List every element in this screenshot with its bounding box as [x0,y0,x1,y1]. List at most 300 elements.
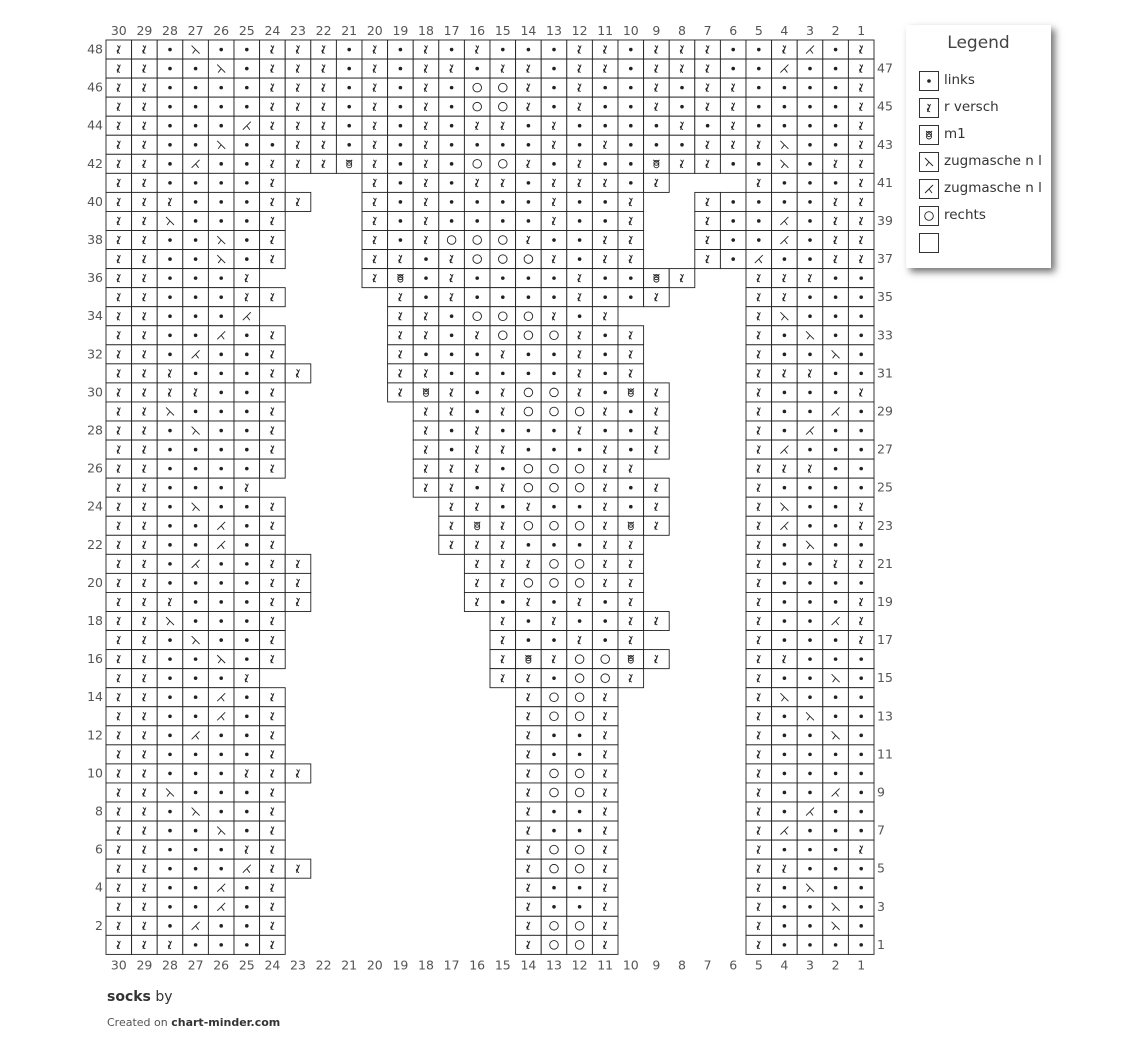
stitch-cell [516,840,542,859]
stitch-cell [106,211,132,230]
stitch-cell [183,345,209,364]
stitch-cell [260,497,286,516]
stitch-cell [797,802,823,821]
column-number: 13 [546,957,562,973]
stitch-cell [848,97,874,116]
stitch-cell [157,745,183,764]
stitch-cell [823,59,849,78]
stitch-cell [208,421,234,440]
stitch-cell [567,192,593,211]
stitch-cell [260,612,286,631]
stitch-cell [260,250,286,269]
stitch-cell [746,364,772,383]
stitch-cell [772,554,798,573]
stitch-cell [541,783,567,802]
stitch-cell [132,707,158,726]
stitch-cell [490,135,516,154]
stitch-cell [516,116,542,135]
stitch-cell [439,59,465,78]
stitch-cell [413,135,439,154]
pattern-name: socks [107,989,151,1005]
stitch-cell [516,135,542,154]
stitch-cell [823,764,849,783]
stitch-cell [234,916,260,935]
stitch-cell [157,211,183,230]
stitch-cell [592,440,618,459]
stitch-cell [157,592,183,611]
stitch-cell [746,802,772,821]
stitch-cell [106,40,132,59]
stitch-cell [208,97,234,116]
stitch-cell [592,345,618,364]
stitch-cell [592,554,618,573]
stitch-cell [234,440,260,459]
row-number: 48 [87,41,103,57]
stitch-cell [848,897,874,916]
stitch-cell [157,554,183,573]
stitch-cell [567,478,593,497]
stitch-cell [797,707,823,726]
row-number: 17 [877,632,893,648]
column-number: 15 [494,957,511,973]
stitch-cell [772,78,798,97]
stitch-cell [516,764,542,783]
stitch-cell [490,345,516,364]
stitch-cell [516,573,542,592]
stitch-cell [823,745,849,764]
stitch-cell [439,40,465,59]
stitch-cell [464,154,490,173]
stitch-cell [516,650,542,669]
stitch-cell [516,402,542,421]
stitch-cell [285,40,311,59]
stitch-cell [592,612,618,631]
stitch-cell [234,326,260,345]
stitch-cell [132,516,158,535]
row-number: 19 [877,593,893,609]
stitch-cell [464,326,490,345]
column-number: 7 [703,957,712,973]
column-number: 19 [392,957,409,973]
stitch-cell [516,59,542,78]
stitch-cell [439,440,465,459]
column-number: 30 [110,23,127,38]
stitch-cell [260,440,286,459]
stitch-cell [644,612,670,631]
stitch-cell [541,497,567,516]
stitch-cell [234,154,260,173]
stitch-cell [823,631,849,650]
stitch-cell [490,307,516,326]
stitch-cell [516,192,542,211]
column-number: 21 [341,23,358,38]
stitch-cell [618,59,644,78]
stitch-cell [260,288,286,307]
stitch-cell [720,192,746,211]
stitch-cell [464,478,490,497]
stitch-cell [848,459,874,478]
stitch-cell [746,516,772,535]
stitch-cell [823,116,849,135]
stitch-cell [106,650,132,669]
stitch-cell [464,364,490,383]
stitch-cell [157,59,183,78]
stitch-cell [541,897,567,916]
stitch-cell [285,154,311,173]
stitch-cell [541,612,567,631]
row-number: 25 [877,479,893,495]
stitch-cell [567,326,593,345]
stitch-cell [823,650,849,669]
stitch-cell [208,573,234,592]
row-number: 31 [877,365,893,381]
stitch-cell [285,192,311,211]
stitch-cell [797,364,823,383]
stitch-cell [132,135,158,154]
stitch-cell [132,97,158,116]
stitch-cell [208,478,234,497]
stitch-cell [183,592,209,611]
stitch-cell [234,631,260,650]
stitch-cell [183,211,209,230]
stitch-cell [848,135,874,154]
stitch-cell [592,135,618,154]
stitch-cell [157,192,183,211]
stitch-cell [157,497,183,516]
legend-symbol-icon [919,233,939,253]
stitch-cell [362,116,388,135]
stitch-cell [260,878,286,897]
row-number: 24 [87,498,103,514]
stitch-cell [362,231,388,250]
stitch-cell [157,154,183,173]
stitch-cell [106,707,132,726]
row-number: 7 [877,822,885,838]
stitch-cell [567,840,593,859]
stitch-cell [592,59,618,78]
stitch-cell [413,383,439,402]
stitch-cell [567,745,593,764]
stitch-cell [336,59,362,78]
stitch-cell [772,59,798,78]
stitch-cell [132,592,158,611]
stitch-cell [234,554,260,573]
stitch-cell [618,573,644,592]
stitch-cell [567,802,593,821]
stitch-cell [541,250,567,269]
row-number: 26 [87,460,103,476]
stitch-cell [183,612,209,631]
stitch-cell [132,897,158,916]
stitch-cell [260,573,286,592]
stitch-cell [464,402,490,421]
stitch-cell [490,573,516,592]
stitch-cell [234,345,260,364]
stitch-cell [516,516,542,535]
stitch-cell [106,554,132,573]
stitch-cell [797,269,823,288]
stitch-cell [772,592,798,611]
stitch-cell [464,573,490,592]
stitch-cell [746,211,772,230]
stitch-cell [183,402,209,421]
stitch-cell [183,250,209,269]
stitch-cell [362,135,388,154]
stitch-cell [362,173,388,192]
stitch-cell [234,573,260,592]
stitch-cell [823,345,849,364]
stitch-cell [772,497,798,516]
stitch-cell [720,59,746,78]
stitch-cell [336,97,362,116]
column-number: 11 [597,23,614,38]
stitch-cell [618,402,644,421]
stitch-cell [592,326,618,345]
stitch-cell [772,650,798,669]
stitch-cell [695,231,721,250]
stitch-cell [516,535,542,554]
row-number: 22 [87,536,103,552]
stitch-cell [234,116,260,135]
stitch-cell [797,631,823,650]
stitch-cell [592,726,618,745]
stitch-cell [516,78,542,97]
stitch-cell [362,269,388,288]
stitch-cell [260,173,286,192]
stitch-cell [848,707,874,726]
stitch-cell [362,59,388,78]
stitch-cell [567,59,593,78]
row-number: 34 [87,308,103,324]
stitch-cell [490,592,516,611]
stitch-cell [720,250,746,269]
stitch-cell [772,192,798,211]
stitch-cell [567,116,593,135]
stitch-cell [106,821,132,840]
legend-symbol-icon [919,152,939,172]
column-number: 7 [703,23,712,38]
stitch-cell [234,859,260,878]
stitch-cell [157,250,183,269]
stitch-cell [772,878,798,897]
stitch-cell [285,59,311,78]
stitch-cell [516,631,542,650]
stitch-cell [618,250,644,269]
stitch-cell [234,402,260,421]
stitch-cell [157,783,183,802]
stitch-cell [260,916,286,935]
pattern-author-by: by [155,989,173,1005]
stitch-cell [388,40,414,59]
stitch-cell [618,459,644,478]
stitch-cell [388,345,414,364]
created-on-label: Created on [107,1016,168,1029]
stitch-cell [797,764,823,783]
stitch-cell [132,878,158,897]
stitch-cell [567,231,593,250]
stitch-cell [644,516,670,535]
stitch-cell [490,669,516,688]
stitch-cell [260,345,286,364]
stitch-cell [285,573,311,592]
stitch-cell [490,40,516,59]
stitch-cell [516,40,542,59]
stitch-cell [132,154,158,173]
stitch-cell [797,288,823,307]
stitch-cell [260,554,286,573]
stitch-cell [541,173,567,192]
stitch-cell [183,326,209,345]
row-number: 9 [877,784,885,800]
stitch-cell [823,154,849,173]
column-number: 23 [290,957,306,973]
stitch-cell [592,250,618,269]
row-number: 47 [877,60,893,76]
column-number: 10 [622,957,639,973]
stitch-cell [720,40,746,59]
stitch-cell [516,688,542,707]
stitch-cell [592,707,618,726]
stitch-cell [490,535,516,554]
stitch-cell [848,364,874,383]
stitch-cell [797,78,823,97]
stitch-cell [592,878,618,897]
stitch-cell [541,859,567,878]
stitch-cell [746,688,772,707]
stitch-cell [362,154,388,173]
stitch-cell [439,307,465,326]
stitch-cell [157,173,183,192]
stitch-cell [234,897,260,916]
stitch-cell [516,554,542,573]
stitch-cell [464,116,490,135]
stitch-cell [669,78,695,97]
stitch-cell [516,592,542,611]
stitch-cell [106,364,132,383]
stitch-cell [490,326,516,345]
stitch-cell [132,250,158,269]
stitch-cell [746,307,772,326]
stitch-cell [772,726,798,745]
stitch-cell [772,288,798,307]
stitch-cell [797,135,823,154]
stitch-cell [746,783,772,802]
stitch-cell [592,459,618,478]
stitch-cell [388,326,414,345]
stitch-cell [260,78,286,97]
stitch-cell [516,878,542,897]
stitch-cell [567,878,593,897]
legend [906,25,1051,268]
stitch-cell [183,40,209,59]
footer-credit [107,1016,280,1029]
stitch-cell [260,516,286,535]
stitch-cell [490,211,516,230]
stitch-cell [618,612,644,631]
stitch-cell [823,878,849,897]
stitch-cell [208,116,234,135]
stitch-cell [132,364,158,383]
stitch-cell [362,211,388,230]
stitch-cell [772,573,798,592]
stitch-cell [106,802,132,821]
stitch-cell [823,916,849,935]
stitch-cell [823,897,849,916]
row-number: 16 [87,651,103,667]
column-number: 30 [110,957,127,973]
stitch-cell [695,40,721,59]
stitch-cell [208,154,234,173]
stitch-cell [644,440,670,459]
stitch-cell [106,669,132,688]
stitch-cell [234,516,260,535]
stitch-cell [567,459,593,478]
stitch-cell [541,935,567,954]
stitch-cell [157,345,183,364]
stitch-cell [106,288,132,307]
stitch-cell [797,669,823,688]
stitch-cell [823,821,849,840]
stitch-cell [132,650,158,669]
row-number: 1 [877,936,885,952]
stitch-cell [260,116,286,135]
stitch-cell [157,878,183,897]
stitch-cell [183,802,209,821]
stitch-cell [208,326,234,345]
stitch-cell [490,59,516,78]
stitch-cell [388,78,414,97]
stitch-cell [797,440,823,459]
stitch-cell [490,612,516,631]
stitch-cell [490,231,516,250]
stitch-cell [260,211,286,230]
stitch-cell [439,497,465,516]
stitch-cell [772,326,798,345]
stitch-cell [669,40,695,59]
stitch-cell [848,650,874,669]
site-link[interactable]: chart-minder.com [171,1016,281,1029]
stitch-cell [797,935,823,954]
column-number: 2 [831,23,840,38]
stitch-cell [823,97,849,116]
stitch-cell [746,345,772,364]
stitch-cell [183,59,209,78]
row-number: 41 [877,174,893,190]
stitch-cell [541,288,567,307]
stitch-cell [772,802,798,821]
stitch-cell [516,745,542,764]
stitch-cell [772,840,798,859]
stitch-cell [797,859,823,878]
stitch-cell [183,669,209,688]
stitch-cell [848,440,874,459]
stitch-cell [823,669,849,688]
stitch-cell [746,745,772,764]
stitch-cell [413,288,439,307]
stitch-cell [772,345,798,364]
stitch-cell [695,97,721,116]
stitch-cell [208,669,234,688]
stitch-cell [183,173,209,192]
stitch-cell [464,135,490,154]
column-number: 4 [780,957,789,973]
stitch-cell [848,916,874,935]
stitch-cell [388,231,414,250]
stitch-cell [183,231,209,250]
stitch-cell [618,364,644,383]
stitch-cell [592,573,618,592]
stitch-cell [157,840,183,859]
